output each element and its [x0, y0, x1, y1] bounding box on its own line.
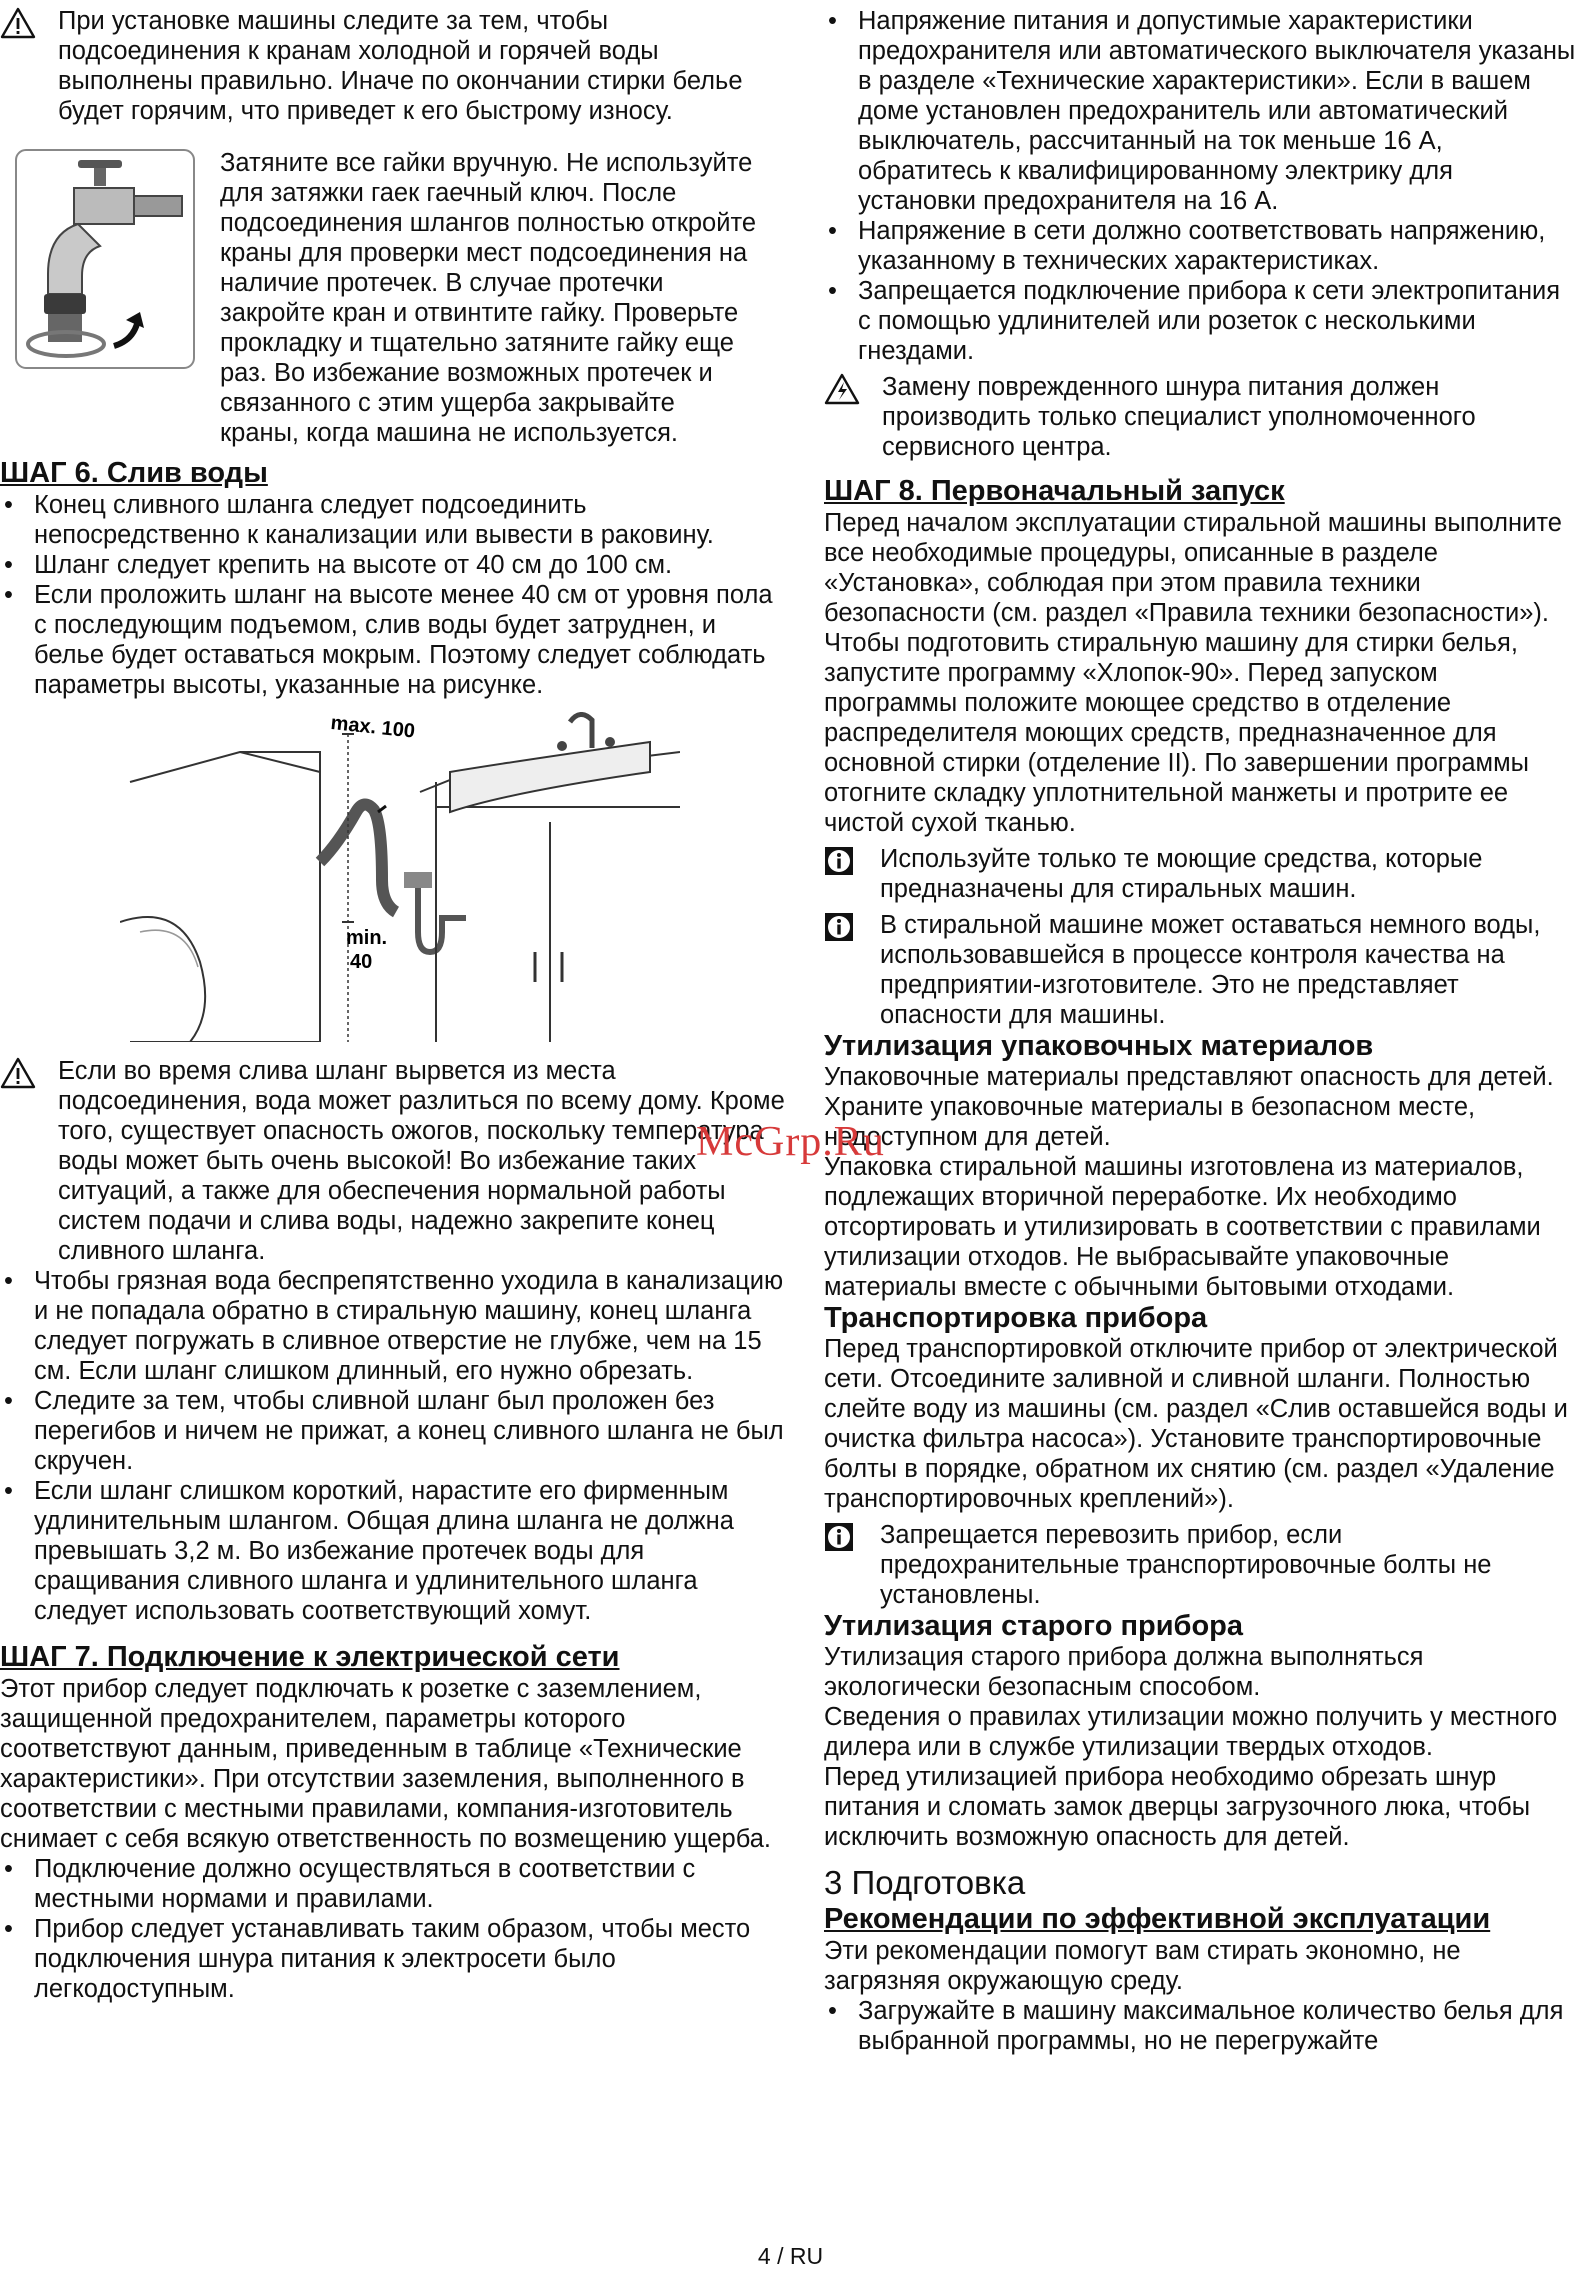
step8-title: ШАГ 8. Первоначальный запуск	[824, 475, 1285, 507]
info-note-text: Запрещается перевозить прибор, если предохранительные транспортировочные болты не установлены.	[880, 1521, 1492, 1609]
step8-p1: Перед началом эксплуатации стиральной машины выполните все необходимые процедуры, описанные в разделе «Установка», соблюдая при этом правила техники безопасности (см. раздел «Правила техники безопасности»).	[824, 509, 1562, 627]
info-note-text: В стиральной машине может оставаться немного воды, использовавшейся в процессе контроля качества на предприятии-изготовителе. Это не представляет опасности для машины.	[880, 911, 1541, 1029]
left-column	[0, 0, 790, 2004]
transport-title: Транспортировка прибора	[824, 1302, 1208, 1334]
watermark-text: McGrp.Ru	[696, 1119, 885, 1165]
disposal-p2: Сведения о правилах утилизации можно получить у местного дилера или в службе утилизации твердых отходов.	[824, 1703, 1558, 1761]
drain-height-diagram	[120, 712, 680, 1042]
info-icon	[824, 1522, 854, 1552]
info-icon	[824, 846, 854, 876]
list-item: • Если проложить шланг на высоте менее 40 см от уровня пола с последующим подъемом, слив воды будет затруднен, и белье будет оставаться мокрым. Поэтому следует соблюдать параметры высоты, указанные на рисунке.	[0, 580, 790, 700]
electric-warning-icon	[824, 373, 860, 405]
step7-intro: Этот прибор следует подключать к розетке с заземлением, защищенной предохранителем, параметры которого соответствуют данным, приведенным в таблице «Технические характеристики». При отсутствии заземления, выполненного в соответствии с местными правилами, компания-изготовитель снимает с себя всякую ответственность по возмещению ущерба.	[0, 1675, 771, 1853]
min-label: min.	[346, 927, 388, 949]
list-item: • Загружайте в машину максимальное количество белья для выбранной программы, но не перегружайте	[824, 1996, 1576, 2056]
disposal-p3: Перед утилизацией прибора необходимо обрезать шнур питания и сломать замок дверцы загрузочного люка, чтобы исключить возможную опасность для детей.	[824, 1763, 1531, 1851]
list-item: • Запрещается подключение прибора к сети электропитания с помощью удлинителей или розеток с несколькими гнездами.	[824, 276, 1576, 366]
recommendations-title: Рекомендации по эффективной эксплуатации	[824, 1903, 1491, 1935]
packaging-p2: Упаковка стиральной машины изготовлена из материалов, подлежащих вторичной переработке. Их необходимо отсортировать и утилизировать в соответствии с правилами утилизации отходов. Не выбрасывайте упаковочные материалы вместе с обычными бытовыми отходами.	[824, 1153, 1541, 1301]
transport-p1: Перед транспортировкой отключите прибор от электрической сети. Отсоедините заливной и сливной шланги. Полностью слейте воду из машины (см. раздел «Слив оставшейся воды и очистка фильтра насоса»). Установите транспортировочные болты в порядке, обратном их снятию (см. раздел «Удаление транспортировочных креплений»).	[824, 1335, 1568, 1513]
step7-list-a	[0, 1854, 790, 2004]
info-note-transport	[824, 1520, 1576, 1610]
list-item: • Подключение должно осуществляться в соответствии с местными нормами и правилами.	[0, 1854, 790, 1914]
faucet-nut-illustration	[14, 148, 196, 370]
cord-warning-text: Замену поврежденного шнура питания должен производить только специалист уполномоченного сервисного центра.	[882, 373, 1476, 461]
recommendations-intro: Эти рекомендации помогут вам стирать экономно, не загрязняя окружающую среду.	[824, 1937, 1461, 1995]
list-item: • Если шланг слишком короткий, нарастите его фирменным удлинительным шлангом. Общая длина шланга не должна превышать 3,2 м. Во избежание протечек воды для сращивания сливного шланга и удлинительного шланга следует использовать соответствующий хомут.	[0, 1476, 790, 1626]
cord-warning	[824, 372, 1576, 462]
drain-warning-text: Если во время слива шланг вырвется из места подсоединения, вода может разлиться по всему дому. Кроме того, существует опасность ожогов, поскольку температура воды может быть очень высокой! Во избежание таких ситуаций, а также для обеспечения нормальной работы систем подачи и слива воды, надежно закрепите конец сливного шланга.	[58, 1057, 785, 1265]
list-item: • Следите за тем, чтобы сливной шланг был проложен без перегибов и ничем не прижат, а конец сливного шланга не был скручен.	[0, 1386, 790, 1476]
list-item: • Конец сливного шланга следует подсоединить непосредственно к канализации или вывести в раковину.	[0, 490, 790, 550]
info-note-water	[824, 910, 1576, 1030]
install-warning	[0, 6, 790, 126]
packaging-p1: Упаковочные материалы представляют опасность для детей. Храните упаковочные материалы в безопасном месте, недоступном для детей.	[824, 1063, 1554, 1151]
list-item: • Напряжение в сети должно соответствовать напряжению, указанному в технических характеристиках.	[824, 216, 1576, 276]
step7-title: ШАГ 7. Подключение к электрической сети	[0, 1641, 620, 1673]
list-item: • Напряжение питания и допустимые характеристики предохранителя или автоматического выключателя указаны в разделе «Технические характеристики». Если в вашем доме установлен предохранитель или автоматический выключатель, рассчитанный на ток меньше 16 A, обратитесь к квалифицированному электрику для установки предохранителя на 16 A.	[824, 6, 1576, 216]
step6-list	[0, 490, 790, 700]
section-title: 3 Подготовка	[824, 1864, 1026, 1901]
step6-list-2	[0, 1266, 790, 1626]
recommendations-list	[824, 1996, 1576, 2056]
drain-warning	[0, 1056, 790, 1266]
list-item: • Шланг следует крепить на высоте от 40 см до 100 см.	[0, 550, 790, 580]
warning-triangle-icon	[0, 1057, 36, 1089]
info-note-text: Используйте только те моющие средства, которые предназначены для стиральных машин.	[880, 845, 1483, 903]
info-note-detergent	[824, 844, 1576, 904]
tighten-block	[0, 148, 790, 448]
tighten-text: Затяните все гайки вручную. Не используйте для затяжки гаек гаечный ключ. После подсоединения шлангов полностью откройте краны для проверки мест подсоединения на наличие протечек. В случае протечки закройте кран и отвинтите гайку. Проверьте прокладку и тщательно затяните гайку еще раз. Во избежание возможных протечек и связанного с этим ущерба закрывайте краны, когда машина не используется.	[220, 149, 757, 447]
right-column	[824, 0, 1576, 2056]
packaging-title: Утилизация упаковочных материалов	[824, 1030, 1374, 1062]
step7-list-b	[824, 6, 1576, 366]
disposal-title: Утилизация старого прибора	[824, 1610, 1243, 1642]
step8-p2: Чтобы подготовить стиральную машину для стирки белья, запустите программу «Хлопок-90». Перед запуском программы положите моющее средство в отделение распределителя моющих средств, предназначенное для основной стирки (отделение II). По завершении программы отогните складку уплотнительной манжеты и протрите ее чистой сухой тканью.	[824, 629, 1529, 837]
install-warning-text: При установке машины следите за тем, чтобы подсоединения к кранам холодной и горячей воды выполнены правильно. Иначе по окончании стирки белье будет горячим, что приведет к его быстрому износу.	[58, 7, 743, 125]
warning-triangle-icon	[0, 7, 36, 39]
list-item: • Прибор следует устанавливать таким образом, чтобы место подключения шнура питания к электросети было легкодоступным.	[0, 1914, 790, 2004]
min-value: 40	[350, 951, 373, 973]
info-icon	[824, 912, 854, 942]
step6-title: ШАГ 6. Слив воды	[0, 457, 268, 489]
max-label: max. 100	[329, 712, 416, 743]
page-number: 4 / RU	[757, 2243, 824, 2269]
disposal-p1: Утилизация старого прибора должна выполняться экологически безопасным способом.	[824, 1643, 1424, 1701]
list-item: • Чтобы грязная вода беспрепятственно уходила в канализацию и не попадала обратно в стиральную машину, конец шланга следует погружать в сливное отверстие не глубже, чем на 15 см. Если шланг слишком длинный, его нужно обрезать.	[0, 1266, 790, 1386]
